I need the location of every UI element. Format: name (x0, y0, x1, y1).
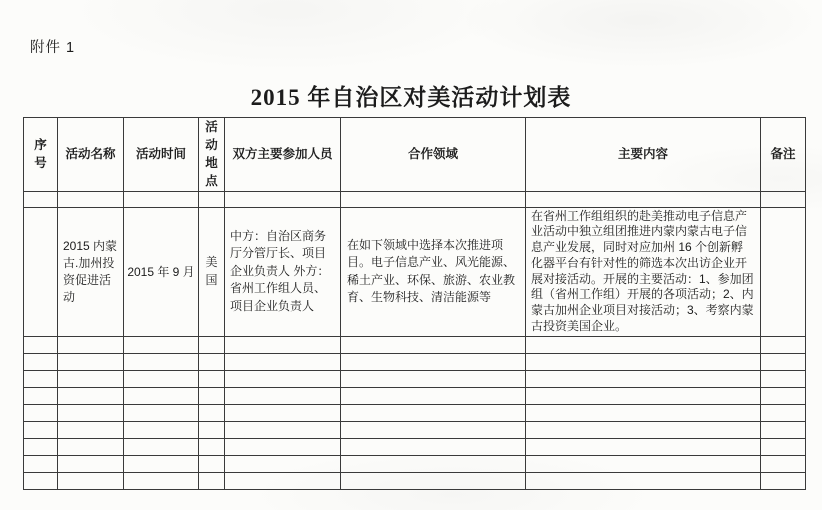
empty-cell (24, 336, 58, 353)
empty-cell (24, 353, 58, 370)
empty-cell (58, 421, 124, 438)
empty-cell (341, 404, 526, 421)
empty-cell (124, 336, 199, 353)
col-header-activity-place-label: 活动地点 (205, 120, 218, 189)
cell-remark (761, 207, 806, 336)
empty-cell (225, 455, 341, 472)
empty-cell (124, 455, 199, 472)
page-title: 2015 年自治区对美活动计划表 (250, 85, 572, 110)
empty-cell (761, 353, 806, 370)
empty-cell (761, 438, 806, 455)
empty-cell (58, 353, 124, 370)
empty-cell (526, 387, 761, 404)
empty-cell (761, 370, 806, 387)
col-header-remark: 备注 (761, 118, 806, 192)
empty-cell (526, 353, 761, 370)
empty-cell (124, 387, 199, 404)
empty-cell (199, 191, 225, 207)
empty-cell (761, 191, 806, 207)
empty-cell (124, 370, 199, 387)
table-row-empty (24, 421, 806, 438)
empty-cell (761, 472, 806, 489)
cell-activity-place-label: 美国 (205, 255, 218, 287)
col-header-cooperation: 合作领域 (341, 118, 526, 192)
table-row-empty (24, 472, 806, 489)
empty-cell (124, 421, 199, 438)
table-row-empty (24, 455, 806, 472)
empty-cell (199, 455, 225, 472)
empty-cell (341, 438, 526, 455)
empty-cell (58, 472, 124, 489)
empty-cell (24, 191, 58, 207)
empty-cell (225, 404, 341, 421)
table-row-empty (24, 370, 806, 387)
empty-cell (225, 370, 341, 387)
table-row-empty (24, 353, 806, 370)
spacer-rows-body (24, 191, 806, 336)
empty-cell (526, 421, 761, 438)
empty-cell (341, 387, 526, 404)
table-row-empty (24, 387, 806, 404)
table-row-spacer (24, 191, 806, 207)
empty-cell (225, 438, 341, 455)
col-header-participants: 双方主要参加人员 (225, 118, 341, 192)
empty-cell (199, 421, 225, 438)
empty-cell (199, 472, 225, 489)
empty-cell (225, 191, 341, 207)
cell-main-content: 在省州工作组组织的赴美推动电子信息产业活动中独立组团推进内蒙内蒙古电子信息产业发展，同时对应加州 16 个创新孵化器平台有针对性的筛选本次出访企业开展对接活动。开展的主要活动：1、参加团组（省州工作组）开展的各项活动；2、内蒙古加州企业项目对接活动；3、考察内蒙古投资美国企业。 (526, 207, 761, 336)
activity-row (24, 207, 806, 336)
empty-cell (24, 455, 58, 472)
empty-cell (199, 370, 225, 387)
empty-cell (761, 387, 806, 404)
empty-cell (526, 472, 761, 489)
empty-cell (58, 404, 124, 421)
empty-cell (58, 336, 124, 353)
empty-cell (761, 455, 806, 472)
empty-cell (124, 404, 199, 421)
empty-cell (24, 421, 58, 438)
cell-activity-place (199, 207, 225, 336)
header-row (24, 118, 806, 192)
cell-participants: 中方：自治区商务厅分管厅长、项目企业负责人 外方：省州工作组人员、项目企业负责人 (225, 207, 341, 336)
empty-cell (225, 421, 341, 438)
empty-cell (58, 191, 124, 207)
empty-cell (58, 387, 124, 404)
empty-cell (124, 353, 199, 370)
empty-cell (24, 387, 58, 404)
empty-cell (58, 455, 124, 472)
table-row-empty (24, 438, 806, 455)
empty-cell (124, 472, 199, 489)
empty-cell (341, 336, 526, 353)
col-header-activity-place (199, 118, 225, 192)
cell-cooperation: 在如下领域中选择本次推进项目。电子信息产业、风光能源、稀土产业、环保、旅游、农业教育、生物科技、清洁能源等 (341, 207, 526, 336)
table-row-empty (24, 404, 806, 421)
col-header-activity-time: 活动时间 (124, 118, 199, 192)
empty-cell (124, 191, 199, 207)
col-header-activity-name: 活动名称 (58, 118, 124, 192)
cell-activity-time: 2015 年 9 月 (124, 207, 199, 336)
empty-cell (124, 438, 199, 455)
empty-cell (24, 404, 58, 421)
empty-cell (199, 404, 225, 421)
empty-cell (526, 404, 761, 421)
cell-activity-name: 2015 内蒙古.加州投资促进活动 (58, 207, 124, 336)
table-row-empty (24, 336, 806, 353)
empty-cell (225, 336, 341, 353)
empty-cell (341, 421, 526, 438)
empty-cell (58, 370, 124, 387)
empty-cell (341, 455, 526, 472)
empty-cell (24, 472, 58, 489)
empty-cell (24, 438, 58, 455)
empty-cell (199, 336, 225, 353)
empty-cell (225, 353, 341, 370)
empty-cell (761, 336, 806, 353)
empty-cell (225, 472, 341, 489)
empty-cell (199, 387, 225, 404)
attachment-label: 附件 1 (30, 40, 76, 56)
empty-cell (526, 370, 761, 387)
empty-cell (761, 404, 806, 421)
col-header-seq (24, 118, 58, 192)
empty-cell (58, 438, 124, 455)
empty-cell (225, 387, 341, 404)
empty-cell (341, 370, 526, 387)
empty-cell (526, 455, 761, 472)
empty-cell (24, 370, 58, 387)
empty-cell (341, 191, 526, 207)
empty-rows-body (24, 336, 806, 489)
empty-cell (761, 421, 806, 438)
empty-cell (526, 438, 761, 455)
empty-cell (199, 353, 225, 370)
empty-cell (341, 472, 526, 489)
empty-cell (526, 336, 761, 353)
empty-cell (199, 438, 225, 455)
col-header-main-content: 主要内容 (526, 118, 761, 192)
empty-cell (341, 353, 526, 370)
cell-seq (24, 207, 58, 336)
activity-plan-table (23, 117, 806, 490)
empty-cell (526, 191, 761, 207)
col-header-seq-label: 序号 (34, 138, 47, 171)
